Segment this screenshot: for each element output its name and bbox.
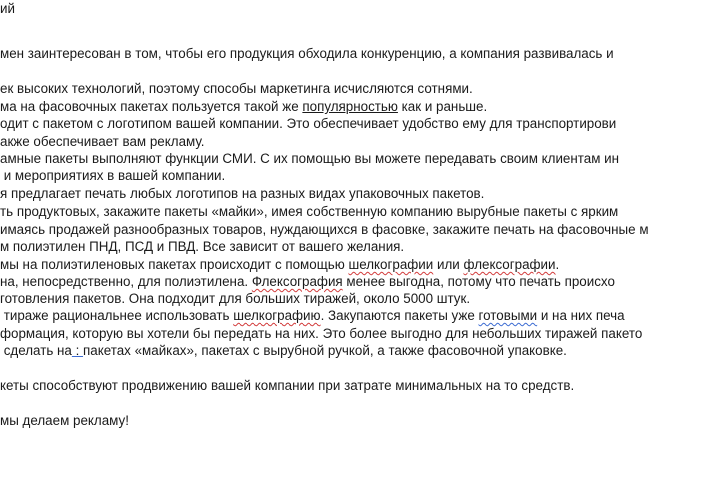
text-run: мен заинтересован в том, чтобы его продукция обходила конкуренцию, а компания развивалась и [0, 46, 614, 61]
text-run: тираже рациональнее использовать [0, 308, 234, 323]
text-run: как и раньше. [397, 99, 488, 114]
text-line [0, 203, 618, 220]
marked-word: Флексография [251, 274, 343, 289]
text-line [0, 290, 470, 307]
text-line [0, 238, 404, 255]
text-line [0, 412, 129, 429]
text-run: имаясь продажей разнообразных товаров, нуждающихся в фасовке, закажите печать на фасовочные м [0, 222, 649, 237]
marked-word: флексографии [463, 257, 556, 272]
marked-word: шелкографию [233, 308, 321, 323]
marked-word: шелкографии [348, 257, 434, 272]
text-run: мы на полиэтиленовых пакетах происходит с помощью [0, 257, 349, 272]
text-run: или [433, 257, 464, 272]
text-line [0, 256, 559, 273]
text-run: и на них печа [537, 308, 625, 323]
text-line [0, 307, 625, 324]
text-run: амные пакеты выполняют функции СМИ. С их помощью вы можете передавать своим клиентам ин [0, 151, 619, 166]
text-run: сделать на [0, 343, 72, 358]
text-run: ма на фасовочных пакетах пользуется такой же [0, 99, 303, 114]
text-line [0, 133, 204, 150]
text-run: пакетах «майках», пакетах с вырубной ручкой, а также фасовочной упаковке. [83, 343, 567, 358]
text-line [0, 80, 473, 97]
text-line [0, 98, 487, 115]
text-run: акже обеспечивает вам рекламу. [0, 134, 205, 149]
text-run: мы делаем рекламу! [0, 413, 129, 428]
text-line [0, 325, 642, 342]
text-run: готовления пакетов. Она подходит для больших тиражей, около 5000 штук. [0, 291, 471, 306]
text-line [0, 0, 15, 17]
text-run: ий [0, 1, 15, 16]
marked-word: готовыми [478, 308, 538, 323]
text-run: на, непосредственно, для полиэтилена. [0, 274, 252, 289]
text-line [0, 342, 567, 359]
marked-word: популярностью [302, 99, 398, 114]
text-run: ть продуктовых, закажите пакеты «майки», имея собственную компанию вырубные пакеты с ярким [0, 204, 619, 219]
text-run: и мероприятиях в вашей компании. [0, 168, 226, 183]
text-run: . [555, 257, 560, 272]
text-line [0, 185, 484, 202]
text-line [0, 377, 574, 394]
text-line [0, 150, 619, 167]
text-run: одит с пакетом с логотипом вашей компании. Это обеспечивает удобство ему для транспортирови [0, 116, 617, 131]
text-line [0, 221, 649, 238]
text-run: я предлагает печать любых логотипов на разных видах упаковочных пакетов. [0, 186, 485, 201]
text-line [0, 273, 615, 290]
text-run: формация, которую вы хотели бы передать на них. Это более выгодно для небольших тиражей пакето [0, 326, 643, 341]
text-run: кеты способствуют продвижению вашей компании при затрате минимальных на то средств. [0, 378, 575, 393]
text-run: менее выгодна, потому что печать происхо [342, 274, 615, 289]
text-line [0, 115, 616, 132]
marked-word: : [71, 343, 84, 358]
text-run: ек высоких технологий, поэтому способы маркетинга исчисляются сотнями. [0, 81, 473, 96]
text-run: . Закупаются пакеты уже [320, 308, 479, 323]
text-line [0, 167, 225, 184]
text-line [0, 45, 614, 62]
text-run: м полиэтилен ПНД, ПСД и ПВД. Все зависит от вашего желания. [0, 239, 405, 254]
